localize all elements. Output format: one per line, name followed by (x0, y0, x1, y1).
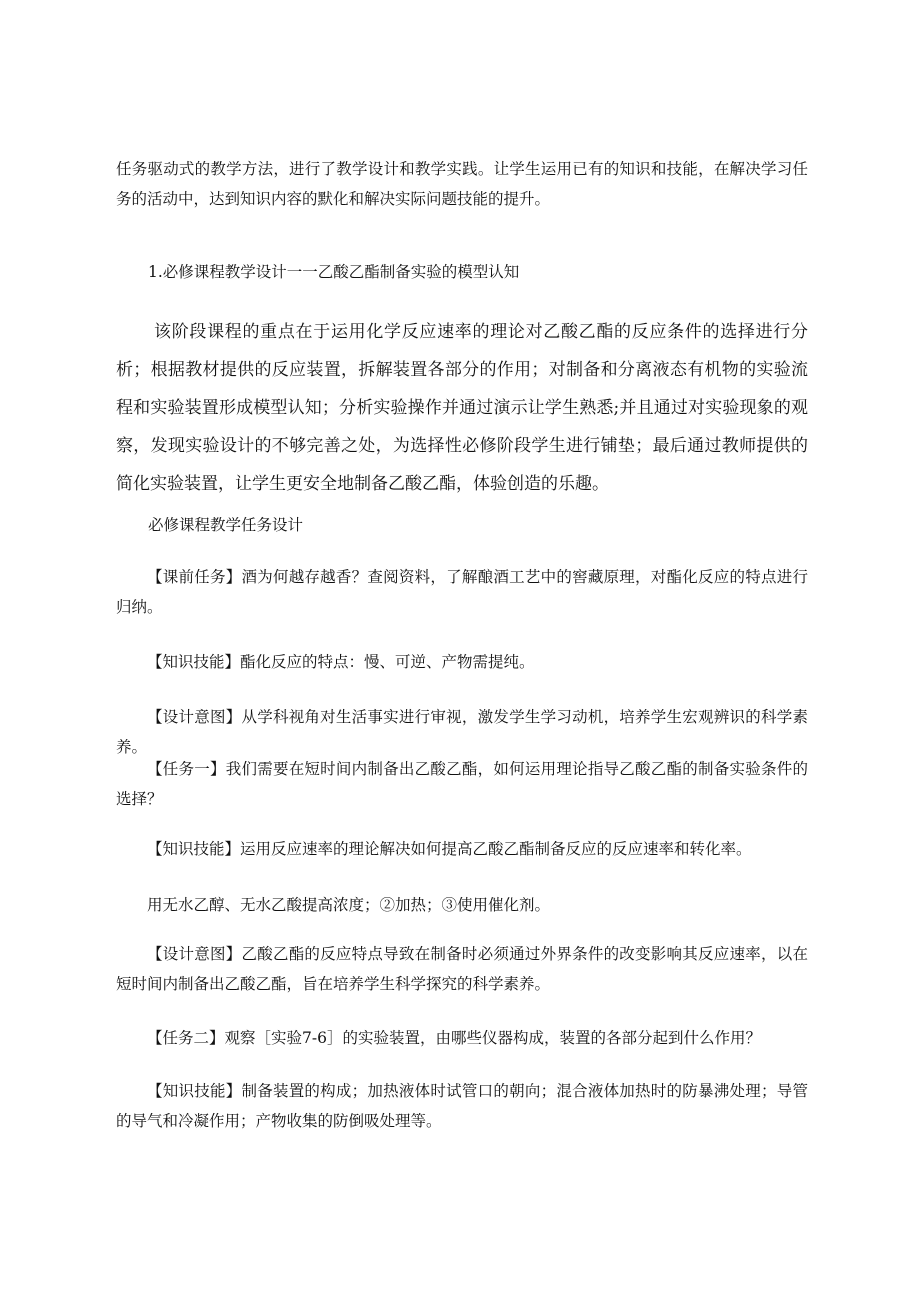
methods-paragraph: 用无水乙醇、无水乙酸提高浓度；②加热；③使用催化剂。 (147, 896, 551, 914)
task-design-heading: 必修课程教学任务设计 (148, 516, 304, 534)
design-intent-paragraph-2: 【设计意图】乙酸乙酯的反应特点导致在制备时必须通过外界条件的改变影响其反应速率，以在短时间内制备出乙酸乙酯，旨在培养学生科学探究的科学素养。 (116, 945, 808, 993)
task-one-paragraph: 【任务一】我们需要在短时间内制备出乙酸乙酯，如何运用理论指导乙酸乙酯的制备实验条件的选择？ (116, 760, 808, 808)
knowledge-skill-paragraph-2: 【知识技能】运用反应速率的理论解决如何提高乙酸乙酯制备反应的反应速率和转化率。 (147, 840, 752, 858)
section-body-paragraph: 该阶段课程的重点在于运用化学反应速率的理论对乙酸乙酯的反应条件的选择进行分析；根据教材提供的反应装置，拆解装置各部分的作用；对制备和分离液态有机物的实验流程和实验装置形成模型认知；分析实验操作并通过演示让学生熟悉;并且通过对实验现象的观察，发现实验设计的不够完善之处，为选择性必修阶段学生进行铺垫；最后通过教师提供的简化实验装置，让学生更安全地制备乙酸乙酯，体验创造的乐趣。 (116, 322, 808, 494)
intro-paragraph: 任务驱动式的教学方法，进行了教学设计和教学实践。让学生运用已有的知识和技能，在解决学习任务的活动中，达到知识内容的默化和解决实际问题技能的提升。 (116, 160, 808, 208)
pre-task-paragraph: 【课前任务】酒为何越存越香？查阅资料，了解酿酒工艺中的窖藏原理，对酯化反应的特点进行归纳。 (116, 568, 808, 616)
knowledge-skill-paragraph-1: 【知识技能】酯化反应的特点：慢、可逆、产物需提纯。 (147, 653, 535, 671)
section-heading: 1.必修课程教学设计一一乙酸乙酯制备实验的模型认知 (148, 263, 520, 281)
knowledge-skill-paragraph-3: 【知识技能】制备装置的构成；加热液体时试管口的朝向；混合液体加热时的防暴沸处理；导管的导气和冷凝作用；产物收集的防倒吸处理等。 (116, 1082, 808, 1130)
design-intent-paragraph-1: 【设计意图】从学科视角对生活事实进行审视，激发学生学习动机，培养学生宏观辨识的科学素养。 (116, 708, 808, 756)
task-two-paragraph: 【任务二】观察［实验7-6］的实验装置，由哪些仪器构成，装置的各部分起到什么作用？ (147, 1029, 761, 1047)
